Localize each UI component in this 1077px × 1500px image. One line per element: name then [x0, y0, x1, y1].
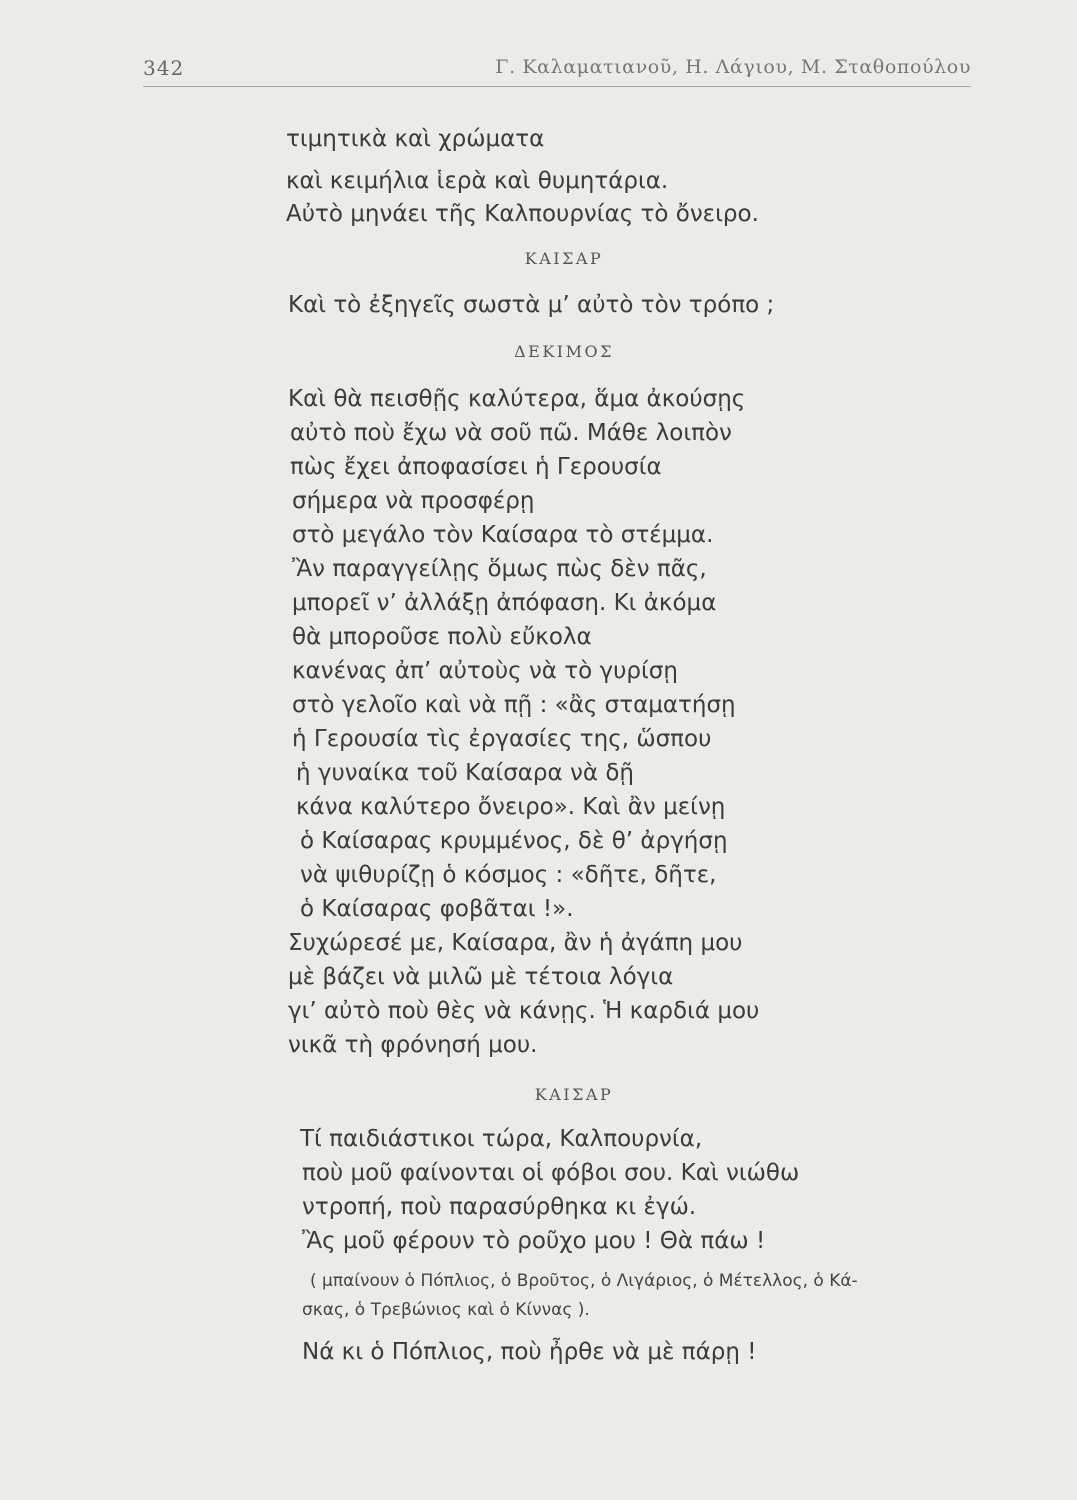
speaker-name: ΚΑΙΣΑΡ — [524, 249, 604, 268]
verse-line: τιμητικὰ καὶ χρώματα — [286, 126, 545, 152]
verse-line: ντροπή, ποὺ παρασύρθηκα κι ἐγώ. — [302, 1194, 697, 1220]
verse-line: ὁ Καίσαρας κρυμμένος, δὲ θ’ ἀργήσῃ — [300, 828, 728, 854]
verse-line: κανένας ἀπ’ αὐτοὺς νὰ τὸ γυρίσῃ — [292, 658, 678, 684]
verse-line: Καὶ θὰ πεισθῇς καλύτερα, ἅμα ἀκούσῃς — [288, 386, 746, 412]
verse-line: κάνα καλύτερο ὄνειρο». Καὶ ἂν μείνῃ — [296, 794, 726, 820]
verse-line: ὁ Καίσαρας φοβᾶται !». — [300, 896, 574, 922]
verse-line: Ἂς μοῦ φέρουν τὸ ροῦχο μου ! Θὰ πάω ! — [302, 1228, 766, 1254]
verse-line: Ἂν παραγγείλῃς ὅμως πὼς δὲν πᾶς, — [292, 556, 707, 582]
speaker-name: ΚΑΙΣΑΡ — [534, 1085, 614, 1104]
speaker-name: ΔΕΚΙΜΟΣ — [514, 342, 614, 361]
stage-direction: ( μπαίνουν ὁ Πόπλιος, ὁ Βροῦτος, ὁ Λιγάριος, ὁ Μέτελλος, ὁ Κά- — [310, 1271, 858, 1291]
verse-line: πὼς ἔχει ἀποφασίσει ἡ Γερουσία — [290, 454, 662, 480]
verse-line: θὰ μποροῦσε πολὺ εὔκολα — [292, 624, 592, 650]
stage-direction: σκας, ὁ Τρεβώνιος καὶ ὁ Κίννας ). — [302, 1300, 590, 1320]
verse-line: νὰ ψιθυρίζῃ ὁ κόσμος : «δῆτε, δῆτε, — [300, 862, 717, 888]
page-number: 342 — [143, 56, 185, 80]
verse-line: αὐτὸ ποὺ ἔχω νὰ σοῦ πῶ. Μάθε λοιπὸν — [290, 420, 732, 446]
verse-line: Νά κι ὁ Πόπλιος, ποὺ ἦρθε νὰ μὲ πάρῃ ! — [302, 1339, 757, 1365]
verse-line: μπορεῖ ν’ ἀλλάξῃ ἀπόφαση. Κι ἀκόμα — [292, 590, 717, 616]
verse-line: ἡ γυναίκα τοῦ Καίσαρα νὰ δῇ — [296, 760, 634, 786]
verse-line: στὸ γελοῖο καὶ νὰ πῇ : «ἂς σταματήσῃ — [292, 692, 736, 718]
verse-line: ἡ Γερουσία τὶς ἐργασίες της, ὥσπου — [292, 726, 712, 752]
running-title: Γ. Καλαματιανοῦ, Η. Λάγιου, Μ. Σταθοπούλου — [495, 56, 971, 78]
verse-line: Αὐτὸ μηνάει τῆς Καλπουρνίας τὸ ὄνειρο. — [286, 201, 759, 227]
page-header — [143, 56, 971, 87]
verse-line: γι’ αὐτὸ ποὺ θὲς νὰ κάνῃς. Ἡ καρδιά μου — [288, 998, 760, 1024]
verse-line: μὲ βάζει νὰ μιλῶ μὲ τέτοια λόγια — [288, 964, 674, 990]
verse-line: σήμερα νὰ προσφέρῃ — [292, 488, 535, 514]
verse-line: Συχώρεσέ με, Καίσαρα, ἂν ἡ ἀγάπη μου — [288, 930, 743, 956]
verse-line: στὸ μεγάλο τὸν Καίσαρα τὸ στέμμα. — [292, 522, 714, 548]
verse-line: ποὺ μοῦ φαίνονται οἱ φόβοι σου. Καὶ νιώθω — [302, 1160, 800, 1186]
verse-line: Τί παιδιάστικοι τώρα, Καλπουρνία, — [300, 1126, 703, 1152]
verse-line: νικᾶ τὴ φρόνησή μου. — [288, 1032, 538, 1058]
verse-line: καὶ κειμήλια ἱερὰ καὶ θυμητάρια. — [286, 168, 669, 194]
verse-line: Καὶ τὸ ἐξηγεῖς σωστὰ μ’ αὐτὸ τὸν τρόπο ; — [288, 292, 775, 318]
